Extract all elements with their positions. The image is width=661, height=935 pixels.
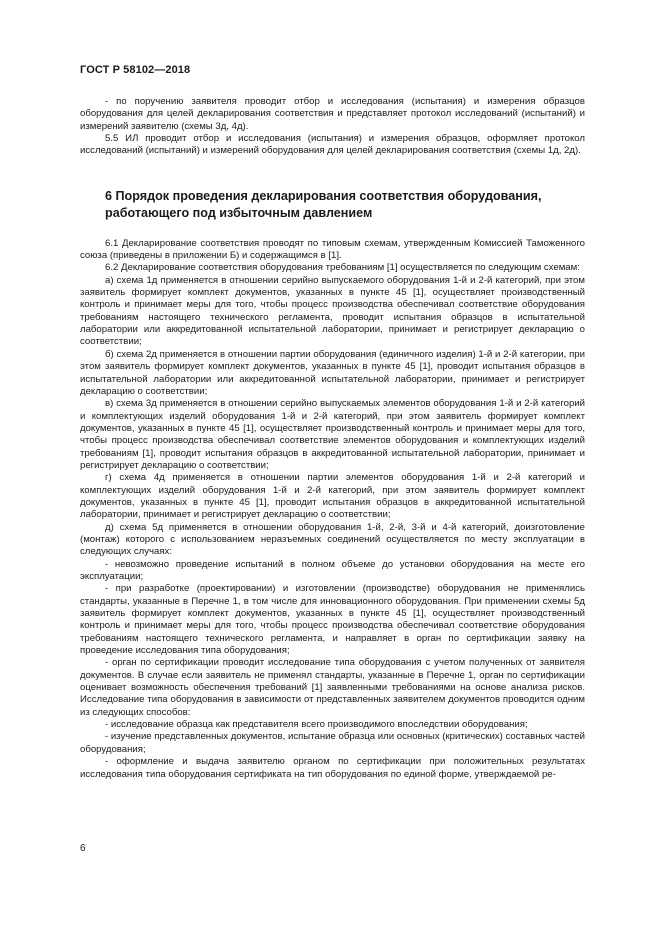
list-item: а) схема 1д применяется в отношении серийно выпускаемого оборудования 1-й и 2-й категорий, при этом заявитель формирует комплект документов, указанных в пункте 45 [1], осуществляет производственный контроль и принимает меры для того, чтобы процесс производства обеспечивал соответствие оборудования требованиям настоящего технического регламента, проводит испытания образцов в испытательной лаборатории или аккредитованной испытательной лаборатории, принимает и регистрирует декларацию о соответствии; [80, 274, 585, 348]
document-body [80, 96, 585, 781]
list-item: - при разработке (проектировании) и изготовлении (производстве) оборудования не применялись стандарты, указанные в Перечне 1, в том числе для инновационного оборудования. При применении схемы 5д заявитель формирует комплект документов, указанных в пункте 45 [1], осуществляет производственный контроль и принимает меры для того, чтобы процесс производства обеспечивал соответствие оборудования требованиям настоящего технического регламента, и направляет в орган по сертификации заявку на проведение исследования типа оборудования; [80, 583, 585, 657]
paragraph: 6.1 Декларирование соответствия проводят по типовым схемам, утвержденным Комиссией Таможенного союза (приведены в приложении Б) и содержащимся в [1]. [80, 237, 585, 262]
list-item: - исследование образца как представителя всего производимого впоследствии оборудования; [105, 719, 528, 731]
section-title: 6 Порядок проведения декларирования соответствия оборудования, работающего под избыточным давлением [105, 188, 542, 220]
list-item: - оформление и выдача заявителю органом по сертификации при положительных результатах исследования типа оборудования сертификата на тип оборудования по единой форме, утверждаемой ре- [80, 756, 585, 780]
document-header: ГОСТ Р 58102—2018 [80, 64, 191, 76]
list-item: б) схема 2д применяется в отношении партии оборудования (единичного изделия) 1-й и 2-й категории, при этом заявитель формирует комплект документов, указанных в пункте 45 [1], проводит испытания образцов в испытательной лаборатории или аккредитованной испытательной лаборатории, принимает и регистрирует декларацию о соответствии; [80, 348, 585, 397]
paragraph: 6.2 Декларирование соответствия оборудования требованиям [1] осуществляется по следующим схемам: [105, 262, 580, 274]
list-item: - орган по сертификации проводит исследование типа оборудования с учетом полученных от заявителя документов. В случае если заявитель не применял стандарты, указанные в Перечне 1, орган по сертификации оценивает возможность обеспечения требований [1] заявленными требованиями на основе анализа рисков. Исследование типа оборудования в зависимости от представленных заявителем документов проводится одним из следующих способов: [80, 657, 585, 718]
page-number: 6 [80, 843, 86, 854]
list-item: - изучение представленных документов, испытание образца или основных (критических) составных частей оборудования; [80, 731, 585, 755]
list-item: - невозможно проведение испытаний в полном объеме до установки оборудования на месте его эксплуатации; [80, 558, 585, 582]
list-item: д) схема 5д применяется в отношении оборудования 1-й, 2-й, 3-й и 4-й категорий, доизготовление (монтаж) которого с использованием неразъемных соединений осуществляется по месту эксплуатации в следующих случаях: [80, 521, 585, 558]
list-item: в) схема 3д применяется в отношении серийно выпускаемых элементов оборудования 1-й и 2-й категорий и комплектующих изделий оборудования 1-й и 2-й категорий, при этом заявитель формирует комплект документов, указанных в пункте 45 [1], осуществляет производственный контроль и принимает меры для того, чтобы процесс производства обеспечивал соответствие элементов оборудования и комплектующих изделий требованиям [1], проводит испытания образцов в аккредитованной испытательной лаборатории, принимает и регистрирует декларацию о соответствии; [80, 398, 585, 471]
paragraph: 5.5 ИЛ проводит отбор и исследования (испытания) и измерения образцов, оформляет протокол исследований (испытаний) и измерений оборудования для целей декларирования соответствия (схемы 1д, 2д). [80, 133, 585, 157]
list-item: г) схема 4д применяется в отношении партии элементов оборудования 1-й и 2-й категорий и комплектующих изделий оборудования 1-й и 2-й категорий, при этом заявитель формирует комплект документов, указанных в пункте 45 [1], проводит испытания образцов в аккредитованной испытательной лаборатории, принимает и регистрирует декларацию о соответствии; [80, 472, 585, 521]
paragraph: - по поручению заявителя проводит отбор и исследования (испытания) и измерения образцов оборудования для целей декларирования соответствия и представляет протокол исследований (испытаний) и измерений заявителю (схемы 3д, 4д). [80, 96, 585, 132]
